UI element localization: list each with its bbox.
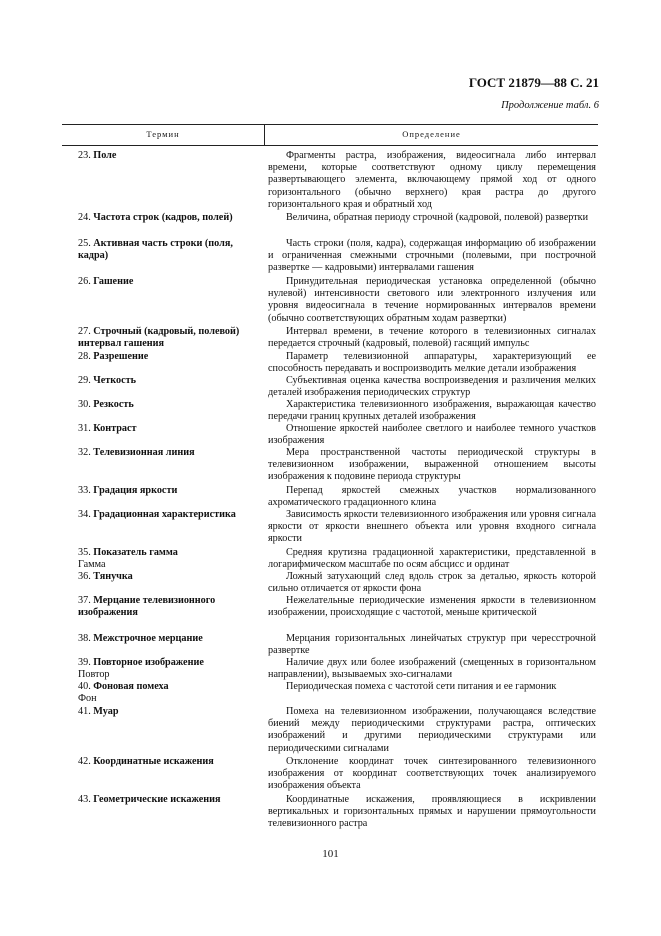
term-number: 38.	[78, 633, 91, 644]
table-row	[62, 681, 598, 706]
definition-text: Параметр телевизионной аппаратуры, характеризующий ее способность передавать и воспроизводить мелкие детали изображения	[268, 351, 596, 375]
definition-text: Координатные искажения, проявляющиеся в искривлении вертикальных и горизонтальных прямых и нарушении прямоугольности телевизионного растра	[268, 794, 596, 830]
definition-cell	[266, 238, 598, 276]
table-row	[62, 547, 598, 571]
definition-text: Отклонение координат точек синтезированного телевизионного изображения от координат соответствующих точек анализируемого изображения объекта	[268, 756, 596, 792]
term-name: Координатные искажения	[93, 756, 214, 767]
table-row	[62, 212, 598, 238]
term-name: Градационная характеристика	[93, 509, 236, 520]
table-row	[62, 595, 598, 633]
column-header-definition: Определение	[402, 129, 461, 139]
term-number: 32.	[78, 447, 91, 458]
term-cell	[62, 794, 266, 832]
term-name: Телевизионная линия	[93, 447, 195, 458]
definition-text: Часть строки (поля, кадра), содержащая информацию об изображении и ограниченная смежными строчными (полевыми, при построчной развертке — кадровыми) интервалами гашения	[268, 238, 596, 274]
term-number: 41.	[78, 706, 91, 717]
definition-cell	[266, 547, 598, 571]
term-cell	[62, 595, 266, 633]
definition-text: Отношение яркостей наиболее светлого и наиболее темного участков изображения	[268, 423, 596, 447]
term-number: 33.	[78, 485, 91, 496]
term-name: Активная часть строки (поля, кадра)	[78, 238, 233, 262]
table-row	[62, 150, 598, 212]
term-number: 43.	[78, 794, 91, 805]
table-row	[62, 485, 598, 509]
term-cell	[62, 509, 266, 547]
table-row	[62, 509, 598, 547]
definition-cell	[266, 447, 598, 485]
term-number: 42.	[78, 756, 91, 767]
definition-text: Интервал времени, в течение которого в телевизионных сигналах передается строчный (кадровый, полевой) гасящий импульс	[268, 326, 596, 350]
table-row	[62, 706, 598, 756]
term-name: Резкость	[93, 399, 134, 410]
definition-cell	[266, 657, 598, 681]
term-synonym: Фон	[78, 693, 97, 705]
term-cell	[62, 276, 266, 326]
definition-cell	[266, 375, 598, 399]
table-row	[62, 447, 598, 485]
definition-cell	[266, 212, 598, 238]
definition-cell	[266, 571, 598, 595]
term-name: Контраст	[93, 423, 137, 434]
term-name: Показатель гамма	[93, 547, 178, 558]
term-cell	[62, 399, 266, 423]
term-name: Градация яркости	[93, 485, 178, 496]
table-row	[62, 276, 598, 326]
term-synonym: Гамма	[78, 559, 106, 571]
definition-text: Нежелательные периодические изменения яркости в телевизионном изображении, происходящие с частотой, меньше критической	[268, 595, 596, 619]
term-cell	[62, 547, 266, 571]
table-row	[62, 756, 598, 794]
term-number: 35.	[78, 547, 91, 558]
term-number: 24.	[78, 212, 91, 223]
table-row	[62, 326, 598, 351]
definition-cell	[266, 706, 598, 756]
definition-text: Перепад яркостей смежных участков нормализованного ахроматического градационного клина	[268, 485, 596, 509]
definition-text: Наличие двух или более изображений (смещенных в горизонтальном направлении), вызываемых эхо-сигналами	[268, 657, 596, 681]
table-row	[62, 399, 598, 423]
term-number: 36.	[78, 571, 91, 582]
term-cell	[62, 571, 266, 595]
column-header-term: Термин	[146, 129, 180, 139]
term-cell	[62, 657, 266, 681]
definition-cell	[266, 595, 598, 633]
term-name: Геометрические искажения	[93, 794, 221, 805]
table-row	[62, 794, 598, 832]
term-name: Мерцание телевизионного изображения	[78, 595, 216, 619]
term-number: 27.	[78, 326, 91, 337]
term-name: Разрешение	[93, 351, 149, 362]
table-row	[62, 657, 598, 681]
definition-text: Ложный затухающий след вдоль строк за деталью, яркость которой сильно отличается от яркости фона	[268, 571, 596, 595]
terms-table-body	[62, 150, 598, 832]
term-number: 29.	[78, 375, 91, 386]
term-cell	[62, 633, 266, 657]
definition-cell	[266, 423, 598, 447]
table-row	[62, 633, 598, 657]
term-cell	[62, 706, 266, 756]
table-row	[62, 423, 598, 447]
term-name: Муар	[93, 706, 119, 717]
table-header	[62, 124, 598, 146]
definition-cell	[266, 756, 598, 794]
table-row	[62, 351, 598, 375]
term-name: Гашение	[93, 276, 134, 287]
table-continuation-note: Продолжение табл. 6	[501, 100, 599, 111]
term-synonym: Повтор	[78, 669, 110, 681]
term-cell	[62, 681, 266, 706]
definition-cell	[266, 326, 598, 351]
term-cell	[62, 351, 266, 375]
term-number: 37.	[78, 595, 91, 606]
standard-header: ГОСТ 21879—88 С. 21	[468, 75, 599, 90]
definition-text: Мерцания горизонтальных линейчатых структур при чересстрочной развертке	[268, 633, 596, 657]
term-name: Четкость	[93, 375, 137, 386]
definition-text: Зависимость яркости телевизионного изображения или уровня сигнала яркости от яркости внешнего объекта или уровня входного сигнала яркости	[268, 509, 596, 545]
term-cell	[62, 375, 266, 399]
term-number: 39.	[78, 657, 91, 668]
term-name: Повторное изображение	[93, 657, 204, 668]
term-number: 28.	[78, 351, 91, 362]
definition-cell	[266, 485, 598, 509]
term-cell	[62, 150, 266, 212]
definition-cell	[266, 633, 598, 657]
definition-cell	[266, 794, 598, 832]
term-number: 25.	[78, 238, 91, 249]
term-name: Тянучка	[93, 571, 133, 582]
definition-cell	[266, 399, 598, 423]
definition-cell	[266, 681, 598, 706]
definition-text: Величина, обратная периоду строчной (кадровой, полевой) развертки	[286, 212, 589, 223]
definition-text: Средняя крутизна градационной характеристики, представленной в логарифмическом масштабе по осям абсцисс и ординат	[268, 547, 596, 571]
term-cell	[62, 447, 266, 485]
definition-text: Периодическая помеха с частотой сети питания и ее гармоник	[286, 681, 557, 692]
term-cell	[62, 485, 266, 509]
term-number: 34.	[78, 509, 91, 520]
term-number: 30.	[78, 399, 91, 410]
term-cell	[62, 238, 266, 276]
table-row	[62, 238, 598, 276]
term-cell	[62, 326, 266, 351]
definition-text: Характеристика телевизионного изображения, выражающая качество передачи границ крупных деталей изображения	[268, 399, 596, 423]
term-name: Поле	[93, 150, 117, 161]
term-cell	[62, 423, 266, 447]
term-number: 40.	[78, 681, 91, 692]
term-name: Фоновая помеха	[93, 681, 169, 692]
definition-cell	[266, 351, 598, 375]
definition-text: Помеха на телевизионном изображении, получающаяся вследствие биений между периодическими структурами растра, оптических изображений и другими периодическими структурами или периодическими сигналами	[268, 706, 596, 754]
table-row	[62, 375, 598, 399]
term-cell	[62, 212, 266, 238]
term-name: Частота строк (кадров, полей)	[93, 212, 233, 223]
term-number: 23.	[78, 150, 91, 161]
definition-text: Принудительная периодическая установка определенной (обычно нулевой) интенсивности светового или электронного излучения или уровня видеосигнала в течение нормированных интервалов времени (обычно соответствующих обратным ходам развертки)	[268, 276, 596, 324]
definition-text: Фрагменты растра, изображения, видеосигнала либо интервал времени, которые соответствуют одному циклу перемещения развертывающего элемента, включающему прямой ход от одного горизонтального (обычно верхнего) края растра до другого горизонтального края и обратный ход	[268, 150, 596, 210]
definition-cell	[266, 509, 598, 547]
definition-text: Мера пространственной частоты периодической структуры в телевизионном изображении, выраженной отношением высоты изображения к подовине периода структуры	[268, 447, 596, 483]
table-row	[62, 571, 598, 595]
page-number: 101	[322, 848, 339, 860]
term-name: Межстрочное мерцание	[93, 633, 203, 644]
term-cell	[62, 756, 266, 794]
term-number: 26.	[78, 276, 91, 287]
term-number: 31.	[78, 423, 91, 434]
term-name: Строчный (кадровый, полевой) интервал гашения	[78, 326, 240, 350]
definition-cell	[266, 276, 598, 326]
definition-cell	[266, 150, 598, 212]
definition-text: Субъективная оценка качества воспроизведения и различения мелких деталей изображения периодических структур	[268, 375, 596, 399]
